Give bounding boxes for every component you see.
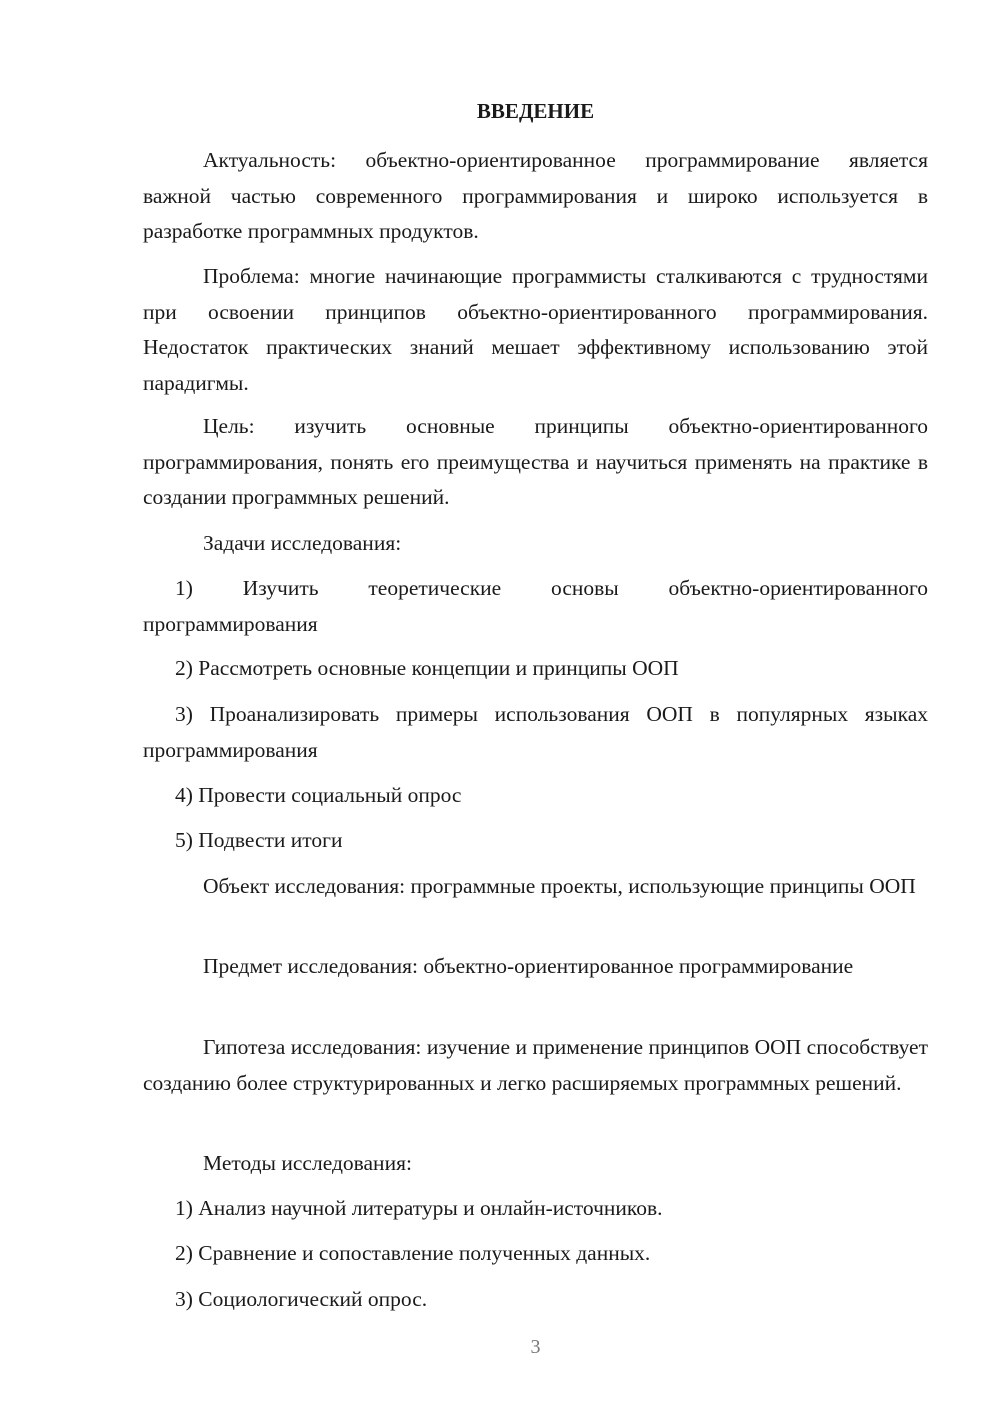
task-item-3: 3) Проанализировать примеры использования ООП в популярных языках программирования xyxy=(143,702,928,762)
object-paragraph: Объект исследования: программные проекты, использующие принципы ООП xyxy=(203,874,916,898)
task-item-5: 5) Подвести итоги xyxy=(175,828,343,852)
method-item-1: 1) Анализ научной литературы и онлайн-источников. xyxy=(175,1196,663,1220)
method-item-2: 2) Сравнение и сопоставление полученных данных. xyxy=(175,1241,651,1265)
method-item-3: 3) Социологический опрос. xyxy=(175,1287,428,1311)
task-item-2: 2) Рассмотреть основные концепции и принципы ООП xyxy=(175,656,679,680)
methods-heading: Методы исследования: xyxy=(203,1151,412,1175)
tasks-heading: Задачи исследования: xyxy=(203,531,402,555)
goal-paragraph: Цель: изучить основные принципы объектно-ориентированного программирования, понять его преимущества и научиться применять на практике в создании программных решений. xyxy=(143,414,928,509)
subject-paragraph: Предмет исследования: объектно-ориентированное программирование xyxy=(203,954,854,978)
page-number: 3 xyxy=(530,1336,541,1358)
task-item-1: 1) Изучить теоретические основы объектно-ориентированного программирования xyxy=(143,576,928,636)
problem-paragraph: Проблема: многие начинающие программисты сталкиваются с трудностями при освоении принципов объектно-ориентированного программирования. Недостаток практических знаний мешает эффективному использованию этой парадигмы. xyxy=(143,264,928,395)
page-title: ВВЕДЕНИЕ xyxy=(476,99,595,123)
hypothesis-paragraph: Гипотеза исследования: изучение и применение принципов ООП способствует созданию более структурированных и легко расширяемых программных решений. xyxy=(143,1035,928,1095)
relevance-paragraph: Актуальность: объектно-ориентированное программирование является важной частью современного программирования и широко используется в разработке программных продуктов. xyxy=(143,148,928,243)
task-item-4: 4) Провести социальный опрос xyxy=(175,783,462,807)
